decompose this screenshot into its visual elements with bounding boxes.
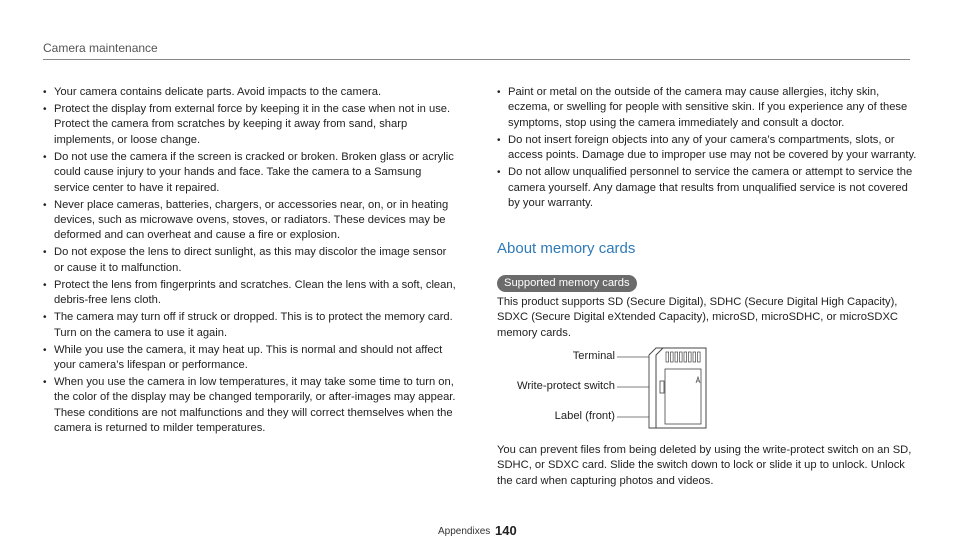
subheading-badge: Supported memory cards bbox=[497, 275, 637, 292]
sd-card-diagram bbox=[497, 343, 737, 433]
write-protect-text: You can prevent files from being deleted by using the write-protect switch on an SD, SDHC, or SDXC card. Slide the switch down to lock or slide it up to unlock. Unlock the card when capturing photos and videos. bbox=[497, 444, 912, 487]
list-item: • When you use the camera in low temperatures, it may take some time to turn on, the color of the display may be changed temporarily, or after-images may appear. These conditions are not malfunctions and they will correct themselves when the camera is returned to milder temperatures. bbox=[43, 375, 459, 437]
list-item: • Never place cameras, batteries, chargers, or accessories near, on, or in heating devices, such as microwave ovens, stoves, or radiators. These devices may be deformed and can overheat and cause a fire or explosion. bbox=[43, 198, 459, 244]
list-item: • While you use the camera, it may heat up. This is normal and should not affect your camera’s lifespan or performance. bbox=[43, 343, 459, 374]
header-divider bbox=[43, 59, 910, 60]
list-item: • The camera may turn off if struck or dropped. This is to protect the memory card. Turn on the camera to use it again. bbox=[43, 310, 459, 341]
right-bullet-list bbox=[497, 85, 917, 213]
supported-cards-text: This product supports SD (Secure Digital), SDHC (Secure Digital High Capacity), SDXC (Secure Digital eXtended Capacity), microSD, microSDHC, or microSDXC memory cards. bbox=[497, 296, 898, 339]
list-item: • Protect the lens from fingerprints and scratches. Clean the lens with a soft, clean, debris-free lens cloth. bbox=[43, 278, 459, 309]
section-title: About memory cards bbox=[497, 240, 636, 257]
label-front-label: Label (front) bbox=[554, 410, 615, 422]
page-number: 140 bbox=[495, 523, 517, 538]
list-item: • Paint or metal on the outside of the camera may cause allergies, itchy skin, eczema, or swelling for people with sensitive skin. If you experience any of these symptoms, stop using the camera immediately and consult a doctor. bbox=[497, 85, 917, 131]
section-label: Camera maintenance bbox=[43, 41, 158, 55]
list-item: • Do not use the camera if the screen is cracked or broken. Broken glass or acrylic could cause injury to your hands and face. Take the camera to a Samsung service center to have it repaired. bbox=[43, 150, 459, 196]
footer-section-label: Appendixes bbox=[438, 526, 491, 537]
list-item: • Do not insert foreign objects into any of your camera’s compartments, slots, or access points. Damage due to improper use may not be covered by your warranty. bbox=[497, 133, 917, 164]
list-item: • Do not expose the lens to direct sunlight, as this may discolor the image sensor or cause it to malfunction. bbox=[43, 245, 459, 276]
left-bullet-list bbox=[43, 85, 459, 438]
list-item: • Your camera contains delicate parts. Avoid impacts to the camera. bbox=[43, 85, 459, 100]
sd-card-illustration bbox=[497, 343, 737, 433]
write-protect-label: Write-protect switch bbox=[516, 380, 615, 392]
terminal-label: Terminal bbox=[572, 350, 615, 362]
list-item: • Do not allow unqualified personnel to service the camera or attempt to service the camera yourself. Any damage that results from unqualified service is not covered by your warranty. bbox=[497, 165, 917, 211]
list-item: • Protect the display from external force by keeping it in the case when not in use. Protect the camera from scratches by keeping it away from sand, sharp implements, or loose change. bbox=[43, 102, 459, 148]
